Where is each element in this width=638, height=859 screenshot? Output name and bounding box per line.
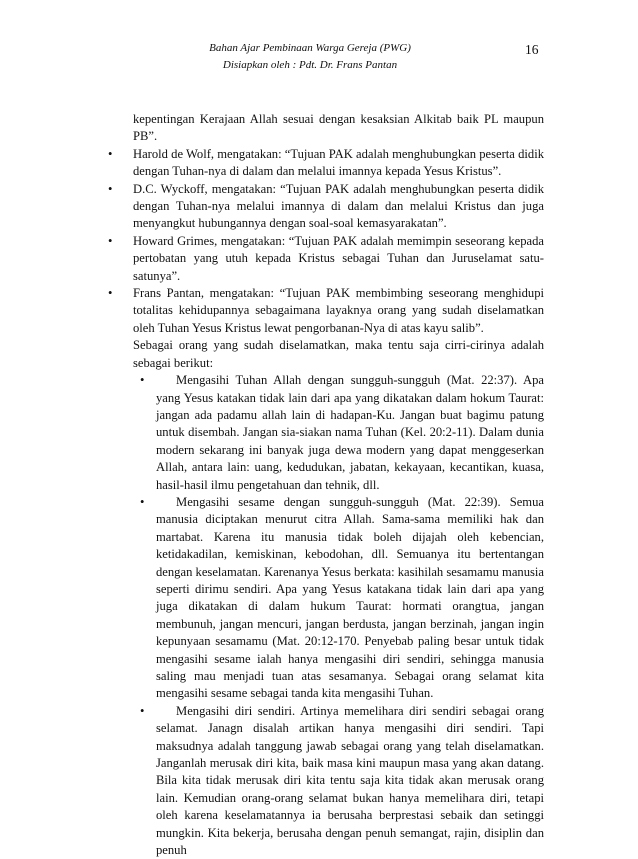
- characteristic-text: Mengasihi Tuhan Allah dengan sungguh-sungguh (Mat. 22:37). Apa yang Yesus katakan tidak lain dari apa yang dikatakan dalam hokum Taurat: jangan ada padamu allah lain di hadapan-Ku. Jangan buat bagimu patung untuk disembah. Jangan sia-siakan nama Tuhan (Kel. 20:2-11). Dalam dunia modern sekarang ini banyak juga dewa modern yang dapat menggeserkan Allah, antara lain: uang, kedudukan, jabatan, kekayaan, kecantikan, kuasa, hasil-hasil ilmu pengetahuan dan tehnik, dll.: [156, 373, 544, 492]
- definition-text: D.C. Wyckoff, mengatakan: “Tujuan PAK adalah menghubungkan peserta didik dengan Tuhan-nya melalui imannya di dalam dan melalui Kristus dan juga menyangkut hubungannya dengan soal-soal kemasyarakatan”.: [133, 181, 544, 231]
- bullet-icon: •: [140, 703, 145, 718]
- document-body: [108, 111, 544, 859]
- characteristic-item: [108, 494, 544, 703]
- bullet-icon: •: [108, 286, 113, 301]
- intro-paragraph: Sebagai orang yang sudah diselamatkan, maka tentu saja cirri-cirinya adalah sebagai berikut:: [133, 338, 544, 370]
- running-header: [150, 40, 470, 74]
- definition-item: [108, 146, 544, 181]
- continuation-paragraph: kepentingan Kerajaan Allah sesuai dengan kesaksian Alkitab baik PL maupun PB”.: [133, 112, 544, 144]
- bullet-icon: •: [108, 233, 113, 248]
- bullet-icon: •: [108, 146, 113, 161]
- definition-item: [108, 285, 544, 337]
- bullet-icon: •: [140, 373, 145, 388]
- definition-item: [108, 233, 544, 285]
- definition-item: [108, 181, 544, 233]
- definition-text: Howard Grimes, mengatakan: “Tujuan PAK adalah memimpin seseorang kepada pertobatan yang utuh kepada Kristus sebagai Tuhan dan Juruselamat satu-satunya”.: [133, 233, 544, 283]
- header-author: Disiapkan oleh : Pdt. Dr. Frans Pantan: [222, 59, 398, 71]
- characteristic-item: [108, 372, 544, 494]
- characteristic-item: [108, 703, 544, 859]
- characteristic-text: Mengasihi sesame dengan sungguh-sungguh (Mat. 22:39). Semua manusia diciptakan menurut citra Allah. Sama-sama memiliki hak dan martabat. Karena itu manusia tidak boleh dijajah oleh kebencian, ketidakadilan, kemiskinan, kebodohan, dll. Semuanya itu bertentangan dengan keselamatan. Karenanya Yesus berkata: kasihilah sesamamu manusia seperti dirimu sendiri. Apa yang Yesus katakana tidak lain dari apa yang juga dikatakan di dalam hukum Taurat: hormati orangtua, jangan membunuh, jangan mencuri, jangan berdusta, jangan berzinah, jangan ingin kepunyaan sesamamu (Mat. 20:12-170. Penyebab paling besar untuk tidak mengasihi sesame ialah hanya mengasihi diri sendiri, sehingga manusia saling mau menjadi tuan atas sesamanya. Sebagai orang selamat kita mengasihi sesame sebagai tanda kita mengasihi Tuhan.: [156, 494, 544, 701]
- definition-text: Frans Pantan, mengatakan: “Tujuan PAK membimbing seseorang menghidupi totalitas kehidupannya sebagaimana layaknya orang yang sudah diselamatkan oleh Tuhan Yesus Kristus lewat pengorbanan-Nya di atas kayu salib”.: [133, 286, 544, 335]
- header-title: Bahan Ajar Pembinaan Warga Gereja (PWG): [209, 42, 411, 54]
- bullet-icon: •: [140, 494, 145, 509]
- definition-text: Harold de Wolf, mengatakan: “Tujuan PAK adalah menghubungkan peserta didik dengan Tuhan-nya di dalam dan melalui imannya kepada Yesus Kristus”.: [133, 146, 544, 179]
- bullet-icon: •: [108, 181, 113, 196]
- characteristic-text: Mengasihi diri sendiri. Artinya memelihara diri sendiri sebagai orang selamat. Janagn disalah artikan hanya mengasihi diri sendiri. Tapi maksudnya adalah tanggung jawab sebagai orang yang telah diselamatkan. Janganlah merusak diri kita, baik masa kini maupun masa yang akan datang. Bila kita tidak merusak diri kita tentu saja kita tidak akan merusak orang lain. Kemudian orang-orang selamat bukan hanya memelihara diri, tetapi oleh karena keselamatannya ia berusaha berprestasi sebaik dan setinggi mungkin. Kita bekerja, berusaha dengan penuh semangat, rajin, disiplin dan penuh: [156, 703, 544, 858]
- page-number: 16: [525, 42, 539, 57]
